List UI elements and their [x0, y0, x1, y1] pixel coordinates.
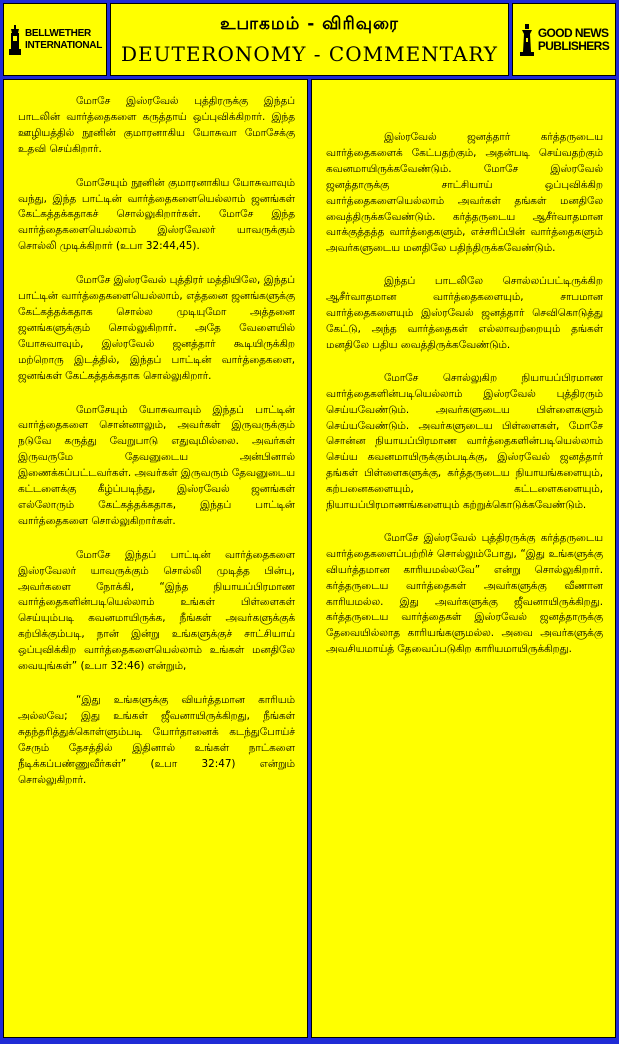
left-paragraph: மோசே இஸ்ரவேல் புத்திரர் மத்தியிலே, இந்தப் பாட்டின் வார்த்தைகளையெல்லாம், எத்தனை ஜனங்களுக்கு கேட்கத்தக்கதாக சொல்ல முடியுமோ அத்தனை ஜனங்களுக்கும் சொல்லுகிறார். அதே வேளையில் யோசுவாவும், இஸ்ரவேல் ஜனத்தார் கூடியிருக்கிற மற்றொரு இடத்தில், இந்தப் பாட்டின் வார்த்தைகளை, ஜனங்கள் கேட்கத்தக்கதாக சொல்லுகிறார். [18, 274, 295, 382]
page-header [3, 3, 616, 76]
left-paragraph: “இது உங்களுக்கு வியர்த்தமான காரியம் அல்லவே; இது உங்கள் ஜீவனாயிருக்கிறது, நீங்கள் சுதந்தரித்துக்கொள்ளும்படி யோர்தானைக் கடந்துபோய்ச் சேரும் தேசத்தில் இதினால் உங்கள் நாட்களை நீடிக்கப்பண்ணுவீர்கள்” (உபா 32:47) என்றும் சொல்லுகிறார். [18, 694, 295, 786]
left-logo-line1: BELLWETHER [24, 27, 91, 39]
title-box [110, 3, 509, 76]
right-paragraph: மோசே சொல்லுகிற நியாயப்பிரமாண வார்த்தைகளின்படியெல்லாம் இஸ்ரவேல் புத்திரரும் செய்யவேண்டும். அவர்களுடைய பிள்ளைகளும் செய்யவேண்டும். அவர்களுடைய பிள்ளைகள், மோசே சொன்ன நியாயப்பிரமாண வார்த்தைகளின்படியெல்லாம் செய்ய கவனமாயிருக்கும்படிக்கு, இஸ்ரவேல் ஜனத்தார் தங்கள் பிள்ளைகளுக்கு, கர்த்தருடைய நியாயங்களையும், கற்பனைகளையும், கட்டளைகளையும், நியாயப்பிரமாணங்களையும் கற்றுக்கொடுக்கவேண்டும். [326, 371, 603, 512]
left-logo-line2: INTERNATIONAL [24, 39, 103, 51]
right-paragraph: மோசே இஸ்ரவேல் புத்திரருக்கு கர்த்தருடைய வார்த்தைகளைப்பற்றிச் சொல்லும்போது, “இது உங்களுக்கு வியர்த்தமான காரியமல்லவே” என்று சொல்லுகிறார். கர்த்தருடைய வார்த்தைகள் அவர்களுக்கு வீணான காரியமல்ல. இது அவர்களுக்கு ஜீவனாயிருக்கிறது. கர்த்தருடைய வார்த்தைகள் இஸ்ரவேல் ஜனத்தாருக்கு தேவையில்லாத காரியங்களுமல்ல. அவை அவர்களுக்கு அவசியமாய்த் தேவைப்படுகிற காரியமாயிருக்கிறது. [326, 531, 603, 656]
right-logo-line1: GOOD NEWS [537, 25, 609, 40]
good-news-logo [512, 3, 616, 76]
lighthouse-icon [519, 24, 535, 56]
right-logo-line2: PUBLISHERS [537, 38, 610, 53]
bellwether-logo [3, 3, 107, 76]
title-tamil: உபாகமம் - விரிவுரை [220, 13, 399, 34]
left-paragraph: மோசேயும் யோசுவாவும் இந்தப் பாட்டின் வார்த்தைகளை சொன்னாலும், அவர்கள் இருவருக்கும் நடுவே கருத்து வேறுபாடு எதுவுமில்லை. அவர்கள் இருவருமே தேவனுடைய அன்பினால் இணைக்கப்பட்டவர்கள். அவர்கள் இருவரும் தேவனுடைய கட்டளைக்கு கீழ்ப்படிந்து, இஸ்ரவேல் ஜனங்கள் எல்லோரும் கேட்கத்தக்கதாக, இந்தப் பாட்டின் வார்த்தைகளை சொல்லுகிறார்கள். [18, 403, 295, 527]
left-column [3, 79, 308, 1038]
right-paragraph: இந்தப் பாடலிலே சொல்லப்பட்டிருக்கிற ஆசீர்வாதமான வார்த்தைகளையும், சாபமான வார்த்தைகளையும் இஸ்ரவேல் ஜனத்தார் செவிகொடுத்து கேட்டு, அந்த வார்த்தைகள் எல்லாவற்றையும் தங்கள் மனதிலே பதிய வைத்திருக்கவேண்டும். [326, 275, 603, 351]
right-column [311, 79, 616, 1038]
left-paragraph: மோசே இஸ்ரவேல் புத்திரருக்கு இந்தப் பாடலின் வார்த்தைகளை கருத்தாய் ஒப்புவிக்கிறார். இந்த ஊழியத்தில் நூனின் குமாரனாகிய யோசுவா மோசேக்கு உதவி செய்கிறார். [18, 95, 295, 155]
title-english: DEUTERONOMY - COMMENTARY [120, 41, 499, 66]
left-paragraph: மோசே இந்தப் பாட்டின் வார்த்தைகளை இஸ்ரவேலர் யாவருக்கும் சொல்லி முடித்த பின்பு, அவர்களை நோக்கி, “இந்த நியாயப்பிரமாண வார்த்தைகளின்படியெல்லாம் உங்கள் பிள்ளைகள் செய்யும்படி கவனமாயிருக்க, நீங்கள் அவர்களுக்குக் கற்பிக்கும்படி, நான் இன்று உங்களுக்குச் சாட்சியாய் ஒப்புவிக்கிற வார்த்தைகளையெல்லாம் உங்கள் மனதிலே வையுங்கள்” (உபா 32:46) என்றும், [18, 548, 295, 673]
left-paragraph: மோசேயும் நூனின் குமாரனாகிய யோசுவாவும் வந்து, இந்த பாட்டின் வார்த்தைகளையெல்லாம் ஜனங்கள் கேட்கத்தக்கதாகச் சொல்லுகிறார்கள். மோசே இந்த வார்த்தைகளையெல்லாம் இஸ்ரவேலர் யாவருக்கும் சொல்லி முடிக்கிறார் (உபா 32:44,45). [18, 176, 295, 253]
right-paragraph: இஸ்ரவேல் ஜனத்தார் கர்த்தருடைய வார்த்தைகளைக் கேட்பதற்கும், அதன்படி செய்வதற்கும் கவனமாயிருக்கவேண்டும். மோசே இஸ்ரவேல் ஜனத்தாருக்கு சாட்சியாய் ஒப்புவிக்கிற வார்த்தைகளையெல்லாம் அவர்கள் தங்கள் மனதிலே வைத்திருக்கவேண்டும். கர்த்தருடைய ஆசீர்வாதமான வாக்குத்தத்த வார்த்தைகளும், எச்சரிப்பின் வார்த்தைகளும் அவர்களுடைய மனதிலே பதிந்திருக்கவேண்டும். [326, 131, 603, 255]
bell-tower-icon [8, 25, 22, 55]
